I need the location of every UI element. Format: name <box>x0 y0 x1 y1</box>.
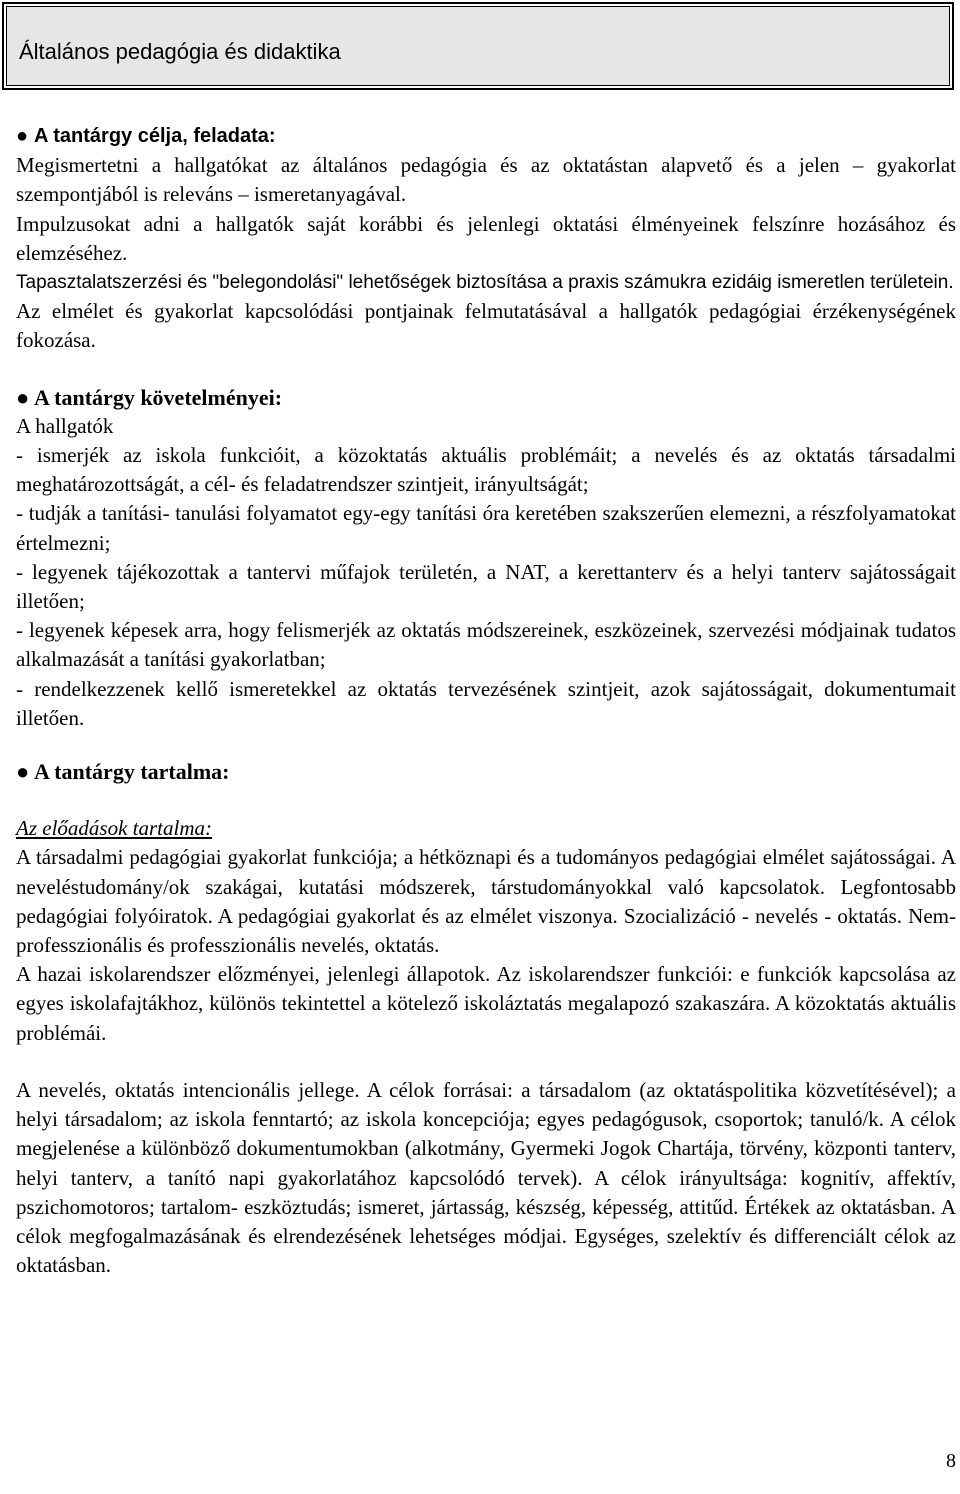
bullet-icon: ● <box>16 759 30 785</box>
requirement-item: - legyenek tájékozottak a tantervi műfajok területén, a NAT, a kerettanterv és a helyi tanterv sajátosságait illetően; <box>16 559 956 614</box>
document-body <box>16 122 956 1280</box>
section-content-heading <box>16 757 956 786</box>
requirement-item: - tudják a tanítási- tanulási folyamatot egy-egy tanítási óra keretében szakszerűen elemezni, a részfolyamatokat értelmezni; <box>16 501 956 555</box>
goal-paragraph: Tapasztalatszerzési és "belegondolási" lehetőségek biztosítása a praxis számukra ezidáig ismeretlen területein. <box>16 272 954 294</box>
goal-paragraph: Az elmélet és gyakorlat kapcsolódási pontjainak felmutatásával a hallgatók pedagógiai érzékenységének fokozása. <box>16 299 956 353</box>
bullet-icon: ● <box>16 125 29 147</box>
content-paragraph: A nevelés, oktatás intencionális jellege. A célok forrásai: a társadalom (az oktatáspolitika közvetítésével); a helyi társadalom; az iskola fenntartó; az iskola koncepciója; egyes pedagógusok, csoportok; tanuló/k. A célok megjelenése a különböző dokumentumokban (alkotmány, Gyermeki Jogok Chartája, törvény, központi tanterv, helyi tanterv, a tanító napi gyakorlatához kapcsolódó tervek). A célok irányultsága: kognitív, affektív, pszichomotoros; tartalom- eszköztudás; ismeret, jártasság, készség, képesség, attitűd. Értékek az oktatásban. A célok megfogalmazásának és elrendezésének lehetséges módjai. Egységes, szelektív és differenciált célok az oktatásban. <box>16 1077 956 1278</box>
lectures-subheading: Az előadások tartalma: <box>16 816 212 841</box>
section-requirements-heading <box>16 383 956 412</box>
content-paragraph: A hazai iskolarendszer előzményei, jelenlegi állapotok. Az iskolarendszer funkciói: e funkciók kapcsolása az egyes iskolafajtákhoz, különös tekintettel a kötelező iskoláztatás megalapozó szakaszára. A közoktatás aktuális problémái. <box>16 962 956 1045</box>
goal-paragraph: Impulzusokat adni a hallgatók saját korábbi és jelenlegi oktatási élményeinek felszínre hozásához és elemzéséhez. <box>16 211 956 265</box>
requirement-item: - legyenek képesek arra, hogy felismerjék az oktatás módszereinek, eszközeinek, szervezési módjainak tudatos alkalmazását a tanítási gyakorlatban; <box>16 618 956 672</box>
requirement-item: - rendelkezzenek kellő ismeretekkel az oktatás tervezésének szintjeit, azok sajátosságait, dokumentumait illetően. <box>16 676 956 730</box>
content-paragraph: A társadalmi pedagógiai gyakorlat funkciója; a hétköznapi és a tudományos pedagógiai elmélet sajátosságai. A neveléstudomány/ok szakágai, kutatási módszerek, társtudományokkal való kapcsolatok. Legfontosabb pedagógiai folyóiratok. A pedagógiai gyakorlat és az elmélet viszonya. Szocializáció - nevelés - oktatás. Nem-professzionális és professzionális nevelés, oktatás. <box>16 845 956 958</box>
document-title: Általános pedagógia és didaktika <box>6 6 950 86</box>
section-content-title: A tantárgy tartalma: <box>34 759 230 785</box>
requirement-item: - ismerjék az iskola funkcióit, a közoktatás aktuális problémáit; a nevelés és az oktatás társadalmi meghatározottságát, a cél- és feladatrendszer szintjeit, irányultságát; <box>16 443 956 497</box>
title-box <box>2 2 954 90</box>
section-requirements-title: A tantárgy követelményei: <box>34 384 283 410</box>
section-goal-heading <box>16 122 956 151</box>
goal-paragraph: Megismertetni a hallgatókat az általános pedagógia és az oktatástan alapvető és a jelen – gyakorlat szempontjából is releváns – ismeretanyagával. <box>16 153 956 207</box>
bullet-icon: ● <box>16 384 30 410</box>
page-number: 8 <box>946 1450 956 1472</box>
section-goal-title: A tantárgy célja, feladata: <box>34 125 276 147</box>
requirements-intro: A hallgatók <box>16 413 114 438</box>
